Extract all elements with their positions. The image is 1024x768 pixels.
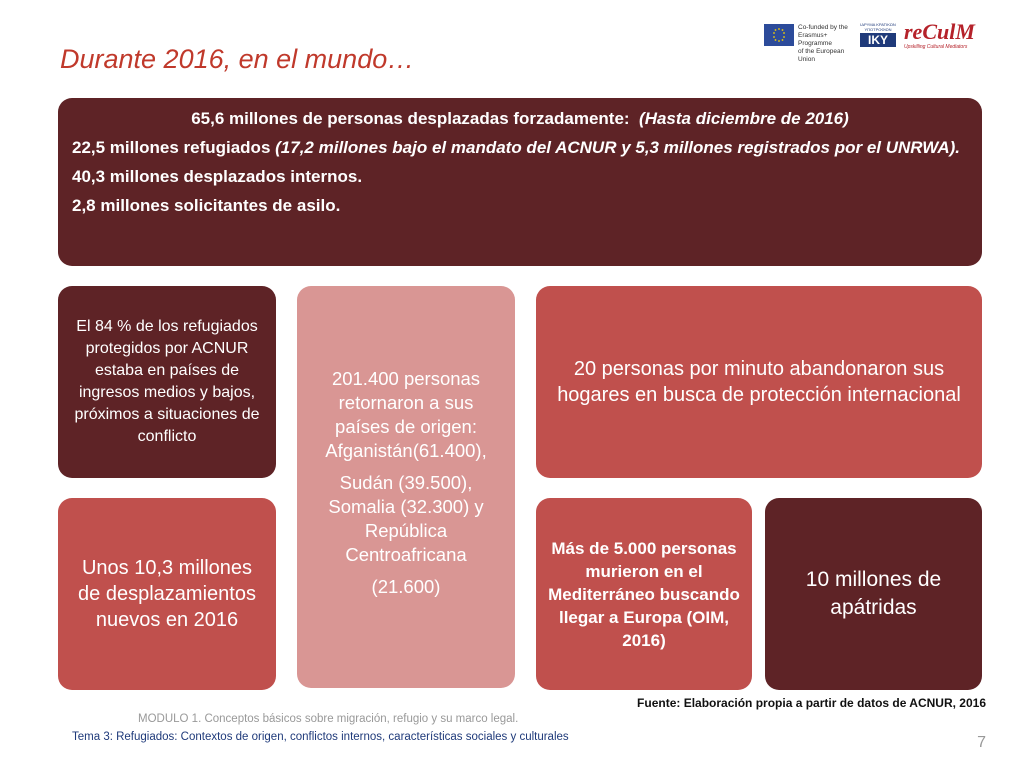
iky-logo: ΙΔΡΥΜΑ ΚΡΑΤΙΚΩΝ ΥΠΟΤΡΟΦΙΩΝ IKY — [860, 22, 896, 47]
summary-line-internal: 40,3 millones desplazados internos. — [72, 167, 363, 186]
footer-topic: Tema 3: Refugiados: Contextos de origen, conflictos internos, características sociales y culturales — [72, 731, 569, 743]
summary-line-asylum: 2,8 millones solicitantes de asilo. — [72, 196, 341, 215]
footer-module: MODULO 1. Conceptos básicos sobre migración, refugio y su marco legal. — [138, 713, 519, 725]
summary-line-displaced: 65,6 millones de personas desplazadas forzadamente: (Hasta diciembre de 2016) — [191, 109, 849, 128]
page-number: 7 — [977, 734, 986, 751]
eu-cofunded-text: Co-funded by the Erasmus+ Programme of the European Union — [798, 24, 848, 63]
slide-title: Durante 2016, en el mundo… — [60, 44, 415, 74]
eu-flag-icon — [764, 24, 794, 46]
box-84-percent: El 84 % de los refugiados protegidos por ACNUR estaba en países de ingresos medios y bajos, próximos a situaciones de conflicto — [58, 286, 276, 478]
source-note: Fuente: Elaboración propia a partir de datos de ACNUR, 2016 — [637, 696, 986, 710]
recultm-logo: reCulM Upskilling Cultural Mediators — [904, 19, 975, 50]
partner-logos — [764, 19, 1004, 63]
summary-box — [58, 98, 982, 266]
summary-line-refugees: 22,5 millones refugiados (17,2 millones bajo el mandato del ACNUR y 5,3 millones registrados por el UNRWA). — [72, 138, 961, 157]
box-returned: 201.400 personas retornaron a sus países de origen: Afganistán(61.400), Sudán (39.500), Somalia (32.300) y República Centroafricana (21.600) — [297, 286, 515, 688]
box-20-per-minute: 20 personas por minuto abandonaron sus hogares en busca de protección internacional — [536, 286, 982, 478]
box-mediterranean-deaths: Más de 5.000 personas murieron en el Mediterráneo buscando llegar a Europa (OIM, 2016) — [536, 498, 752, 690]
box-stateless: 10 millones de apátridas — [765, 498, 982, 690]
box-new-displacements: Unos 10,3 millones de desplazamientos nuevos en 2016 — [58, 498, 276, 690]
